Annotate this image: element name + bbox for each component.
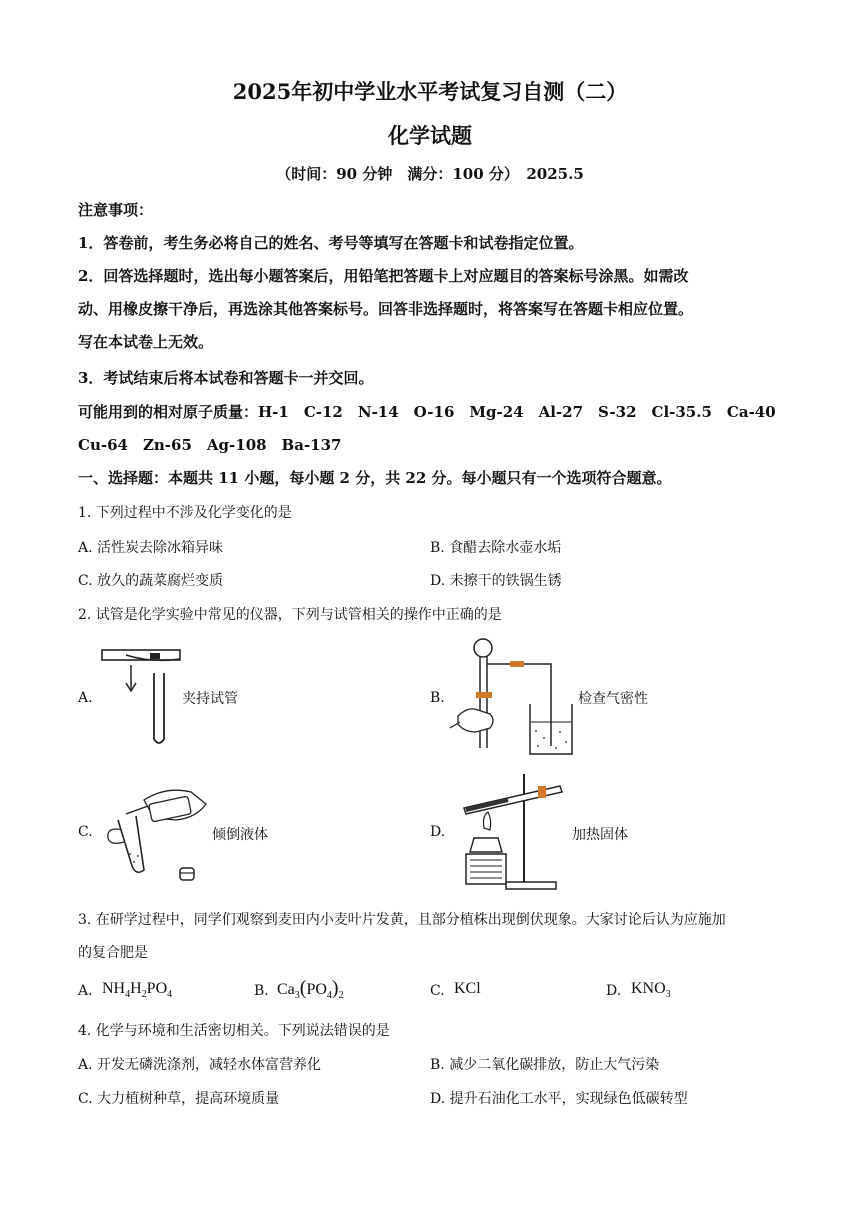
- q3-option-d-formula: $KNO_3$: [631, 980, 671, 1001]
- notice-item-2-line-1: 2．回答选择题时，选出每小题答案后，用铅笔把答题卡上对应题目的答案标号涂黑。如需改: [78, 267, 689, 285]
- atomic-masses-line-1: 可能用到的相对原子质量：H-1 C-12 N-14 O-16 Mg-24 Al-27 S-32 Cl-35.5 Ca-40: [78, 403, 776, 421]
- q2-option-a-letter: A.: [78, 690, 93, 706]
- notice-item-3: 3．考试结束后将本试卷和答题卡一并交回。: [78, 369, 374, 387]
- q1-option-a: A. 活性炭去除冰箱异味: [78, 540, 224, 556]
- q2-option-a-label: 夹持试管: [182, 691, 238, 707]
- q3-option-c-letter: C.: [430, 983, 445, 999]
- exam-title: 2025年初中学业水平考试复习自测（二）: [232, 79, 628, 104]
- q2-option-b-letter: B.: [430, 690, 445, 706]
- q3-option-c-formula: KCl: [454, 980, 481, 997]
- q3-stem-line-2: 的复合肥是: [78, 945, 148, 961]
- pour-liquid-figure: [96, 770, 211, 885]
- q2-stem: 2. 试管是化学实验中常见的仪器，下列与试管相关的操作中正确的是: [78, 607, 502, 623]
- q3-option-b-formula: $Ca_3(PO_4)_2$: [277, 977, 344, 1002]
- q3-option-a-letter: A.: [78, 983, 93, 999]
- q3-stem-line-1: 3. 在研学过程中，同学们观察到麦田内小麦叶片发黄，且部分植株出现倒伏现象。大家讨论后认为应施加: [78, 912, 726, 928]
- q1-option-b: B. 食醋去除水壶水垢: [430, 540, 562, 556]
- q3-option-b-letter: B.: [254, 983, 269, 999]
- q4-stem: 4. 化学与环境和生活密切相关。下列说法错误的是: [78, 1023, 390, 1039]
- heat-solid-figure: [452, 768, 572, 893]
- q2-option-c-label: 倾倒液体: [212, 827, 268, 843]
- test-tube-clamp-figure: [96, 645, 186, 750]
- q1-option-c: C. 放久的蔬菜腐烂变质: [78, 573, 224, 589]
- notice-item-2-line-3: 写在本试卷上无效。: [78, 333, 214, 351]
- exam-meta: （时间：90 分钟 满分：100 分） 2025.5: [276, 165, 584, 183]
- notice-item-2-line-2: 动、用橡皮擦干净后，再选涂其他答案标号。回答非选择题时，将答案写在答题卡相应位置。: [78, 300, 694, 318]
- q2-option-d-letter: D.: [430, 824, 446, 840]
- q4-option-a: A. 开发无磷洗涤剂，减轻水体富营养化: [78, 1057, 322, 1073]
- q2-option-c-letter: C.: [78, 824, 93, 840]
- q2-option-d-label: 加热固体: [572, 827, 628, 843]
- q2-option-b-label: 检查气密性: [578, 691, 648, 707]
- notice-heading: 注意事项：: [78, 201, 154, 219]
- q1-stem: 1. 下列过程中不涉及化学变化的是: [78, 505, 292, 521]
- q4-option-d: D. 提升石油化工水平，实现绿色低碳转型: [430, 1091, 688, 1107]
- section-1-heading: 一、选择题：本题共 11 小题，每小题 2 分，共 22 分。每小题只有一个选项符合题意。: [78, 469, 672, 487]
- airtightness-check-figure: [450, 636, 575, 756]
- q3-option-d-letter: D.: [606, 983, 622, 999]
- notice-item-1: 1．答卷前，考生务必将自己的姓名、考号等填写在答题卡和试卷指定位置。: [78, 234, 584, 252]
- atomic-masses-line-2: Cu-64 Zn-65 Ag-108 Ba-137: [78, 436, 342, 454]
- q4-option-b: B. 减少二氧化碳排放，防止大气污染: [430, 1057, 660, 1073]
- subject-title: 化学试题: [388, 123, 472, 148]
- q1-option-d: D. 未擦干的铁锅生锈: [430, 573, 562, 589]
- q3-option-a-formula: $NH_4H_2PO_4$: [102, 980, 173, 1001]
- q4-option-c: C. 大力植树种草，提高环境质量: [78, 1091, 280, 1107]
